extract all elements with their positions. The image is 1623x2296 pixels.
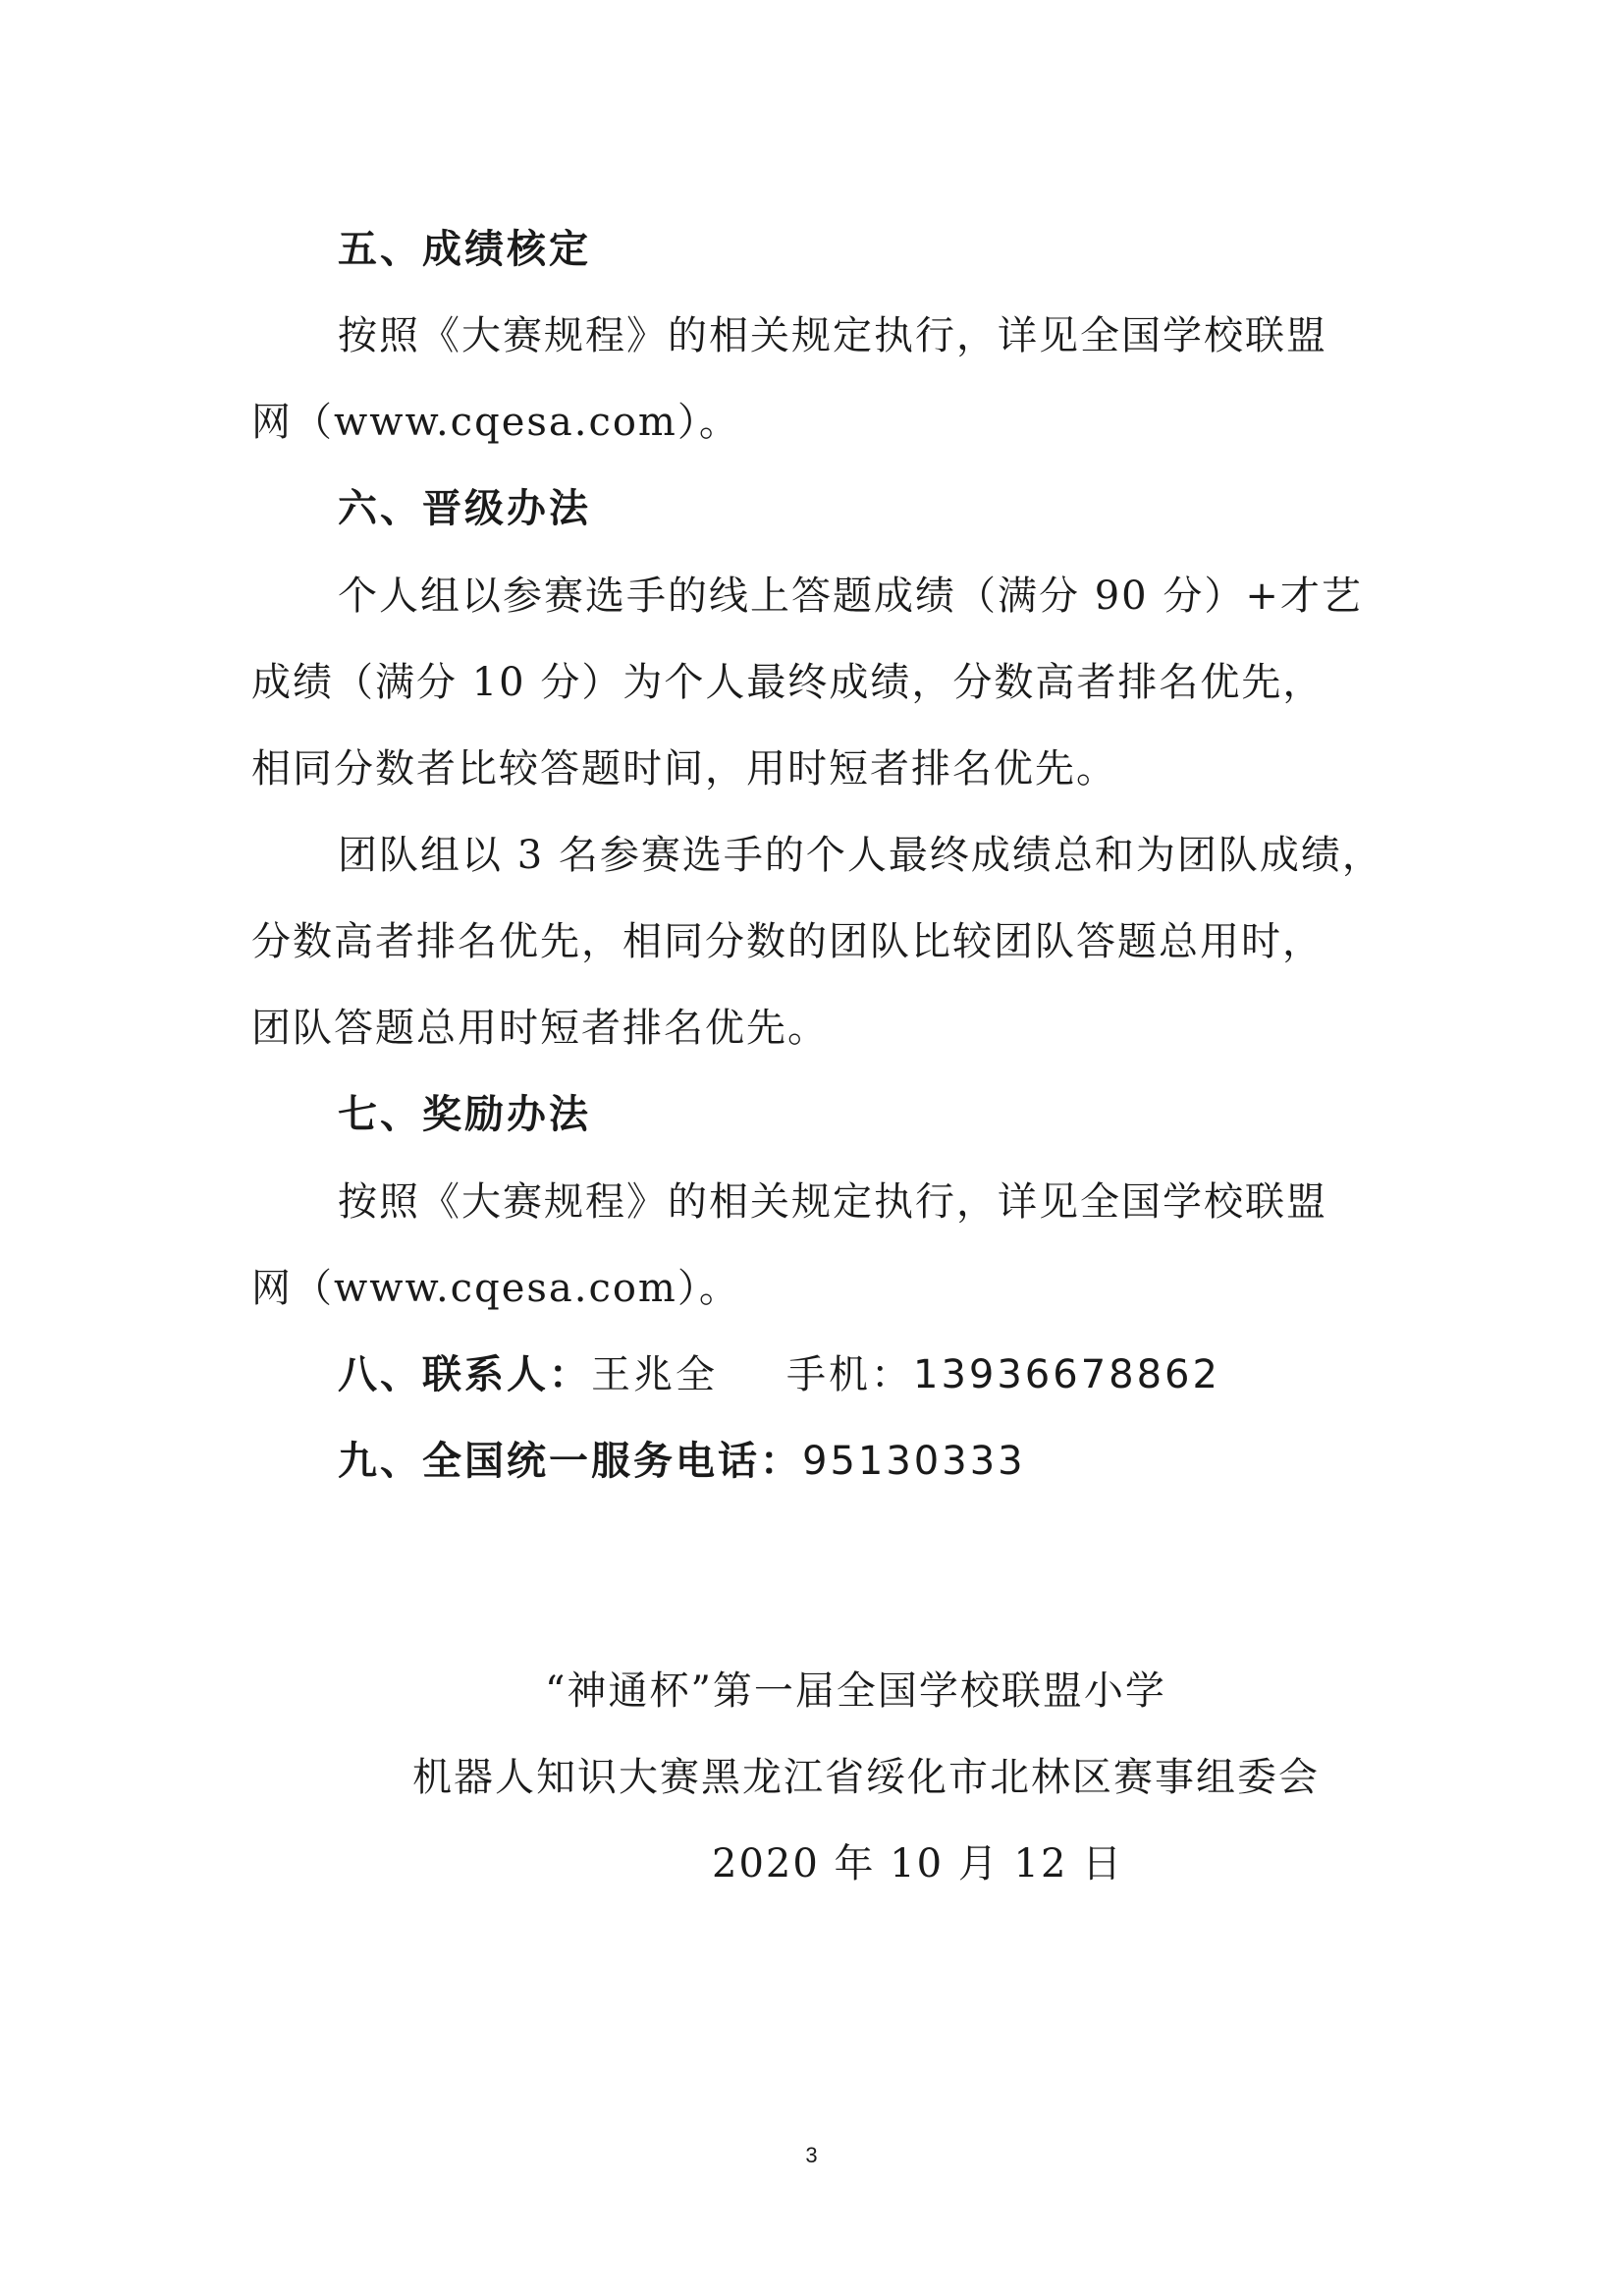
- section-5-heading: 五、成绩核定: [338, 227, 591, 272]
- section-9-service-phone: [338, 1434, 1467, 1489]
- phone-label: 手机：: [786, 1352, 913, 1397]
- section-6-p1-line-3: 相同分数者比较答题时间，用时短者排名优先。: [251, 746, 1117, 792]
- section-8-contact: [338, 1347, 1467, 1402]
- section-6-p1-line-2: 成绩（满分 10 分）为个人最终成绩，分数高者排名优先，: [251, 660, 1325, 705]
- section-6-p2-line-3: 团队答题总用时短者排名优先。: [251, 1006, 829, 1051]
- section-6-p1-line-1: 个人组以参赛选手的线上答题成绩（满分 90 分）+才艺: [338, 574, 1363, 619]
- page-number: 3: [805, 2143, 818, 2167]
- section-6-heading: 六、晋级办法: [338, 486, 591, 531]
- signature-line-1: “神通杯”第一届全国学校联盟小学: [545, 1668, 1166, 1714]
- contact-name: 王兆全: [591, 1352, 718, 1397]
- section-6-p2-line-1: 团队组以 3 名参赛选手的个人最终成绩总和为团队成绩，: [338, 833, 1383, 878]
- signature-date: 2020 年 10 月 12 日: [712, 1841, 1124, 1886]
- signature-line-2: 机器人知识大赛黑龙江省绥化市北林区赛事组委会: [412, 1755, 1320, 1800]
- section-7-text-line-1: 按照《大赛规程》的相关规定执行，详见全国学校联盟: [338, 1179, 1327, 1225]
- section-6-p2-line-2: 分数高者排名优先，相同分数的团队比较团队答题总用时，: [251, 919, 1324, 964]
- contact-label: 八、联系人：: [338, 1352, 591, 1397]
- section-7-text-line-2: 网（www.cqesa.com）。: [251, 1266, 740, 1311]
- service-phone-label: 九、全国统一服务电话：: [338, 1439, 802, 1484]
- service-phone-number: 95130333: [802, 1439, 1026, 1484]
- section-5-text-line-1: 按照《大赛规程》的相关规定执行，详见全国学校联盟: [338, 313, 1327, 358]
- section-7-heading: 七、奖励办法: [338, 1092, 591, 1137]
- contact-phone: 13936678862: [913, 1352, 1220, 1397]
- section-5-text-line-2: 网（www.cqesa.com）。: [251, 400, 740, 445]
